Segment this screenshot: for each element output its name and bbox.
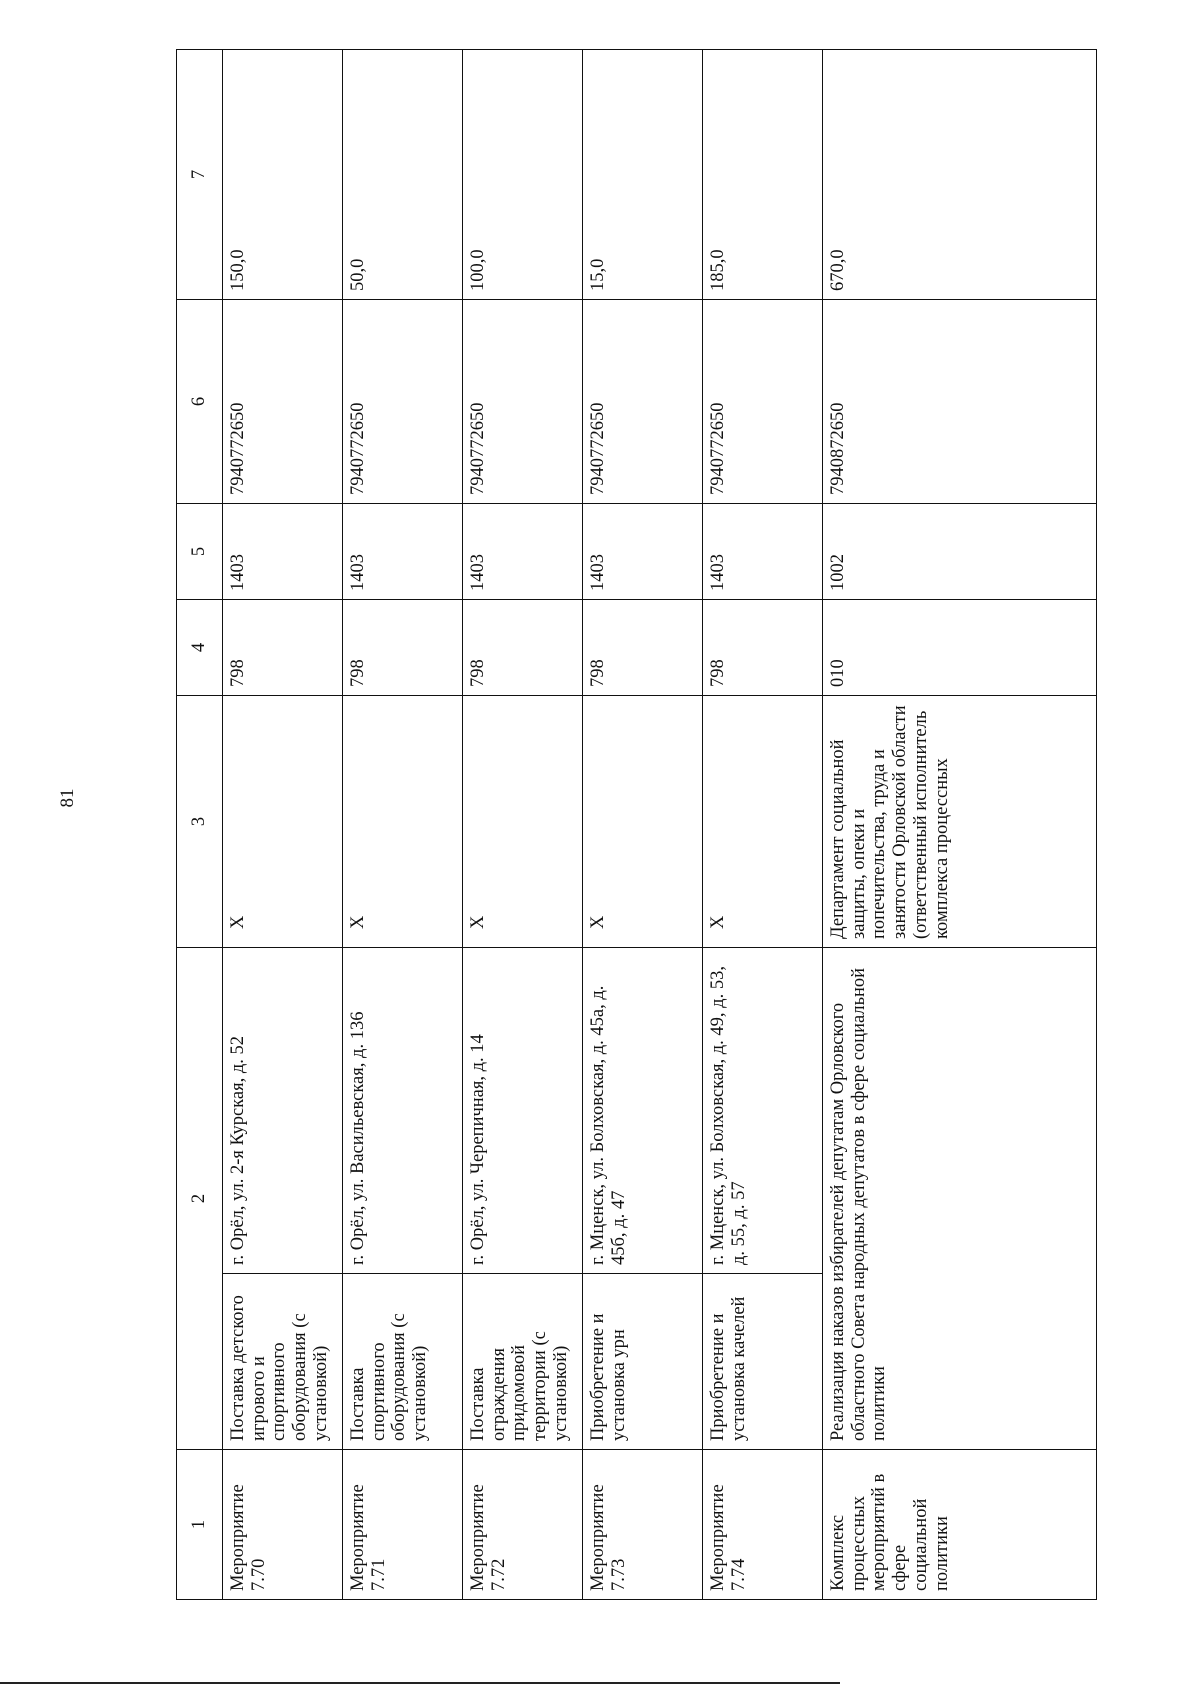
amount-cell: 100,0 bbox=[463, 50, 583, 300]
event-address: г. Орёл, ул. Васильевская, д. 136 bbox=[343, 948, 463, 1274]
section-cell: 1403 bbox=[583, 504, 703, 600]
event-name: Мероприятие 7.73 bbox=[583, 1450, 703, 1600]
code-cell: 010 bbox=[823, 600, 1097, 696]
responsible-cell: Х bbox=[463, 696, 583, 948]
event-description: Приобретение и установка качелей bbox=[703, 1274, 823, 1450]
header-col-7: 7 bbox=[177, 50, 223, 300]
table-row bbox=[583, 50, 703, 1600]
event-description: Поставка ограждения придомовой территории (с установкой) bbox=[463, 1274, 583, 1450]
target-article-cell: 7940872650 bbox=[823, 300, 1097, 504]
amount-cell: 15,0 bbox=[583, 50, 703, 300]
code-cell: 798 bbox=[223, 600, 343, 696]
responsible-executor: Департамент социальной защиты, опеки и попечительства, труда и занятости Орловской области (ответственный исполнитель комплекса процессных bbox=[823, 696, 1097, 948]
target-article-cell: 7940772650 bbox=[583, 300, 703, 504]
code-cell: 798 bbox=[703, 600, 823, 696]
header-col-2: 2 bbox=[177, 948, 223, 1450]
table-row bbox=[343, 50, 463, 1600]
complex-name: Комплекс процессных мероприятий в сфере социальной политики bbox=[823, 1450, 1097, 1600]
code-cell: 798 bbox=[463, 600, 583, 696]
event-address: г. Орёл, ул. 2-я Курская, д. 52 bbox=[223, 948, 343, 1274]
event-name: Мероприятие 7.74 bbox=[703, 1450, 823, 1600]
bottom-rule bbox=[0, 1682, 840, 1684]
target-article-cell: 7940772650 bbox=[223, 300, 343, 504]
section-cell: 1403 bbox=[463, 504, 583, 600]
event-description: Поставка спортивного оборудования (с установкой) bbox=[343, 1274, 463, 1450]
event-name: Мероприятие 7.70 bbox=[223, 1450, 343, 1600]
amount-cell: 670,0 bbox=[823, 50, 1097, 300]
section-cell: 1403 bbox=[343, 504, 463, 600]
event-address: г. Мценск, ул. Болховская, д. 45а, д. 45б, д. 47 bbox=[583, 948, 703, 1274]
table-row bbox=[703, 50, 823, 1600]
header-col-5: 5 bbox=[177, 504, 223, 600]
code-cell: 798 bbox=[583, 600, 703, 696]
target-article-cell: 7940772650 bbox=[343, 300, 463, 504]
responsible-cell: Х bbox=[223, 696, 343, 948]
responsible-cell: Х bbox=[583, 696, 703, 948]
header-col-6: 6 bbox=[177, 300, 223, 504]
header-col-1: 1 bbox=[177, 1450, 223, 1600]
complex-description: Реализация наказов избирателей депутатам Орловского областного Совета народных депутатов в сфере социальной политики bbox=[823, 948, 1097, 1450]
page-number: 81 bbox=[57, 788, 78, 808]
event-description: Поставка детского игрового и спортивного оборудования (с установкой) bbox=[223, 1274, 343, 1450]
event-name: Мероприятие 7.71 bbox=[343, 1450, 463, 1600]
section-cell: 1002 bbox=[823, 504, 1097, 600]
target-article-cell: 7940772650 bbox=[703, 300, 823, 504]
event-address: г. Орёл, ул. Черепичная, д. 14 bbox=[463, 948, 583, 1274]
responsible-cell: Х bbox=[343, 696, 463, 948]
section-cell: 1403 bbox=[703, 504, 823, 600]
amount-cell: 50,0 bbox=[343, 50, 463, 300]
table-row bbox=[463, 50, 583, 1600]
header-col-3: 3 bbox=[177, 696, 223, 948]
section-cell: 1403 bbox=[223, 504, 343, 600]
event-name: Мероприятие 7.72 bbox=[463, 1450, 583, 1600]
header-col-4: 4 bbox=[177, 600, 223, 696]
table-container bbox=[176, 50, 1096, 1600]
table-row bbox=[223, 50, 343, 1600]
amount-cell: 185,0 bbox=[703, 50, 823, 300]
header-row bbox=[177, 50, 223, 1600]
responsible-cell: Х bbox=[703, 696, 823, 948]
event-address: г. Мценск, ул. Болховская, д. 49, д. 53, д. 55, д. 57 bbox=[703, 948, 823, 1274]
amount-cell: 150,0 bbox=[223, 50, 343, 300]
event-description: Приобретение и установка урн bbox=[583, 1274, 703, 1450]
target-article-cell: 7940772650 bbox=[463, 300, 583, 504]
code-cell: 798 bbox=[343, 600, 463, 696]
summary-row bbox=[823, 50, 1097, 1600]
budget-table bbox=[176, 49, 1097, 1600]
